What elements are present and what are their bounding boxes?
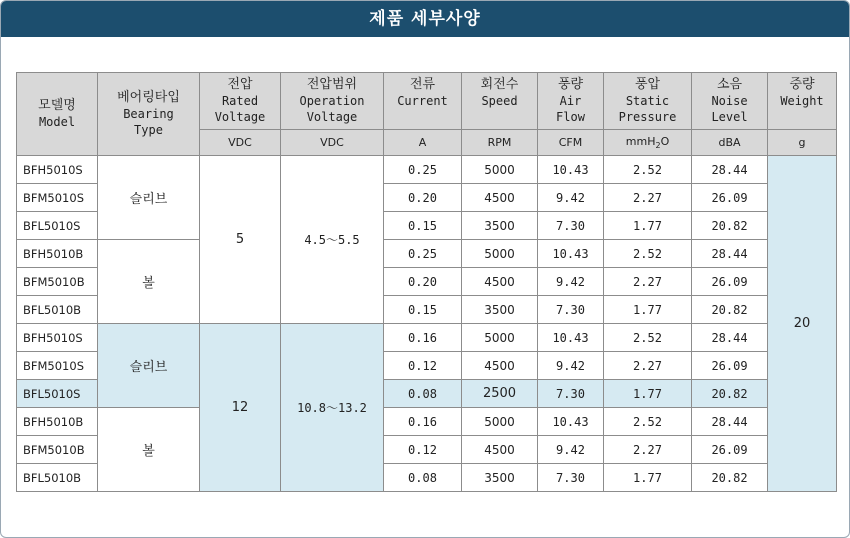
noise-cell: 20.82 (692, 380, 768, 408)
current-cell: 0.20 (384, 268, 462, 296)
noise-cell: 20.82 (692, 296, 768, 324)
header-rated-voltage (200, 73, 281, 130)
header-bearing (98, 73, 200, 156)
unit-pressure (604, 130, 692, 156)
unit-rated-voltage: VDC (200, 130, 281, 156)
speed-cell: 2500 (462, 380, 538, 408)
air-flow-cell: 10.43 (538, 324, 604, 352)
model-cell: BFM5010B (17, 436, 98, 464)
header-rated-voltage-en-2: Voltage (214, 110, 266, 124)
speed-cell: 5000 (462, 324, 538, 352)
model-cell: BFH5010S (17, 156, 98, 184)
noise-cell: 20.82 (692, 212, 768, 240)
header-speed-kr: 회전수 (480, 77, 519, 92)
model-cell: BFL5010S (17, 212, 98, 240)
header-noise-en-2: Level (711, 110, 748, 124)
current-cell: 0.12 (384, 352, 462, 380)
unit-pressure-base: mmH (625, 134, 656, 148)
header-pressure-en-2: Pressure (618, 110, 677, 124)
current-cell: 0.15 (384, 296, 462, 324)
header-air-flow-kr: 풍량 (557, 77, 584, 92)
noise-cell: 26.09 (692, 436, 768, 464)
unit-pressure-tail: O (660, 134, 670, 148)
header-operation-voltage-en-1: Operation (299, 94, 365, 108)
air-flow-cell: 9.42 (538, 436, 604, 464)
model-cell: BFL5010B (17, 464, 98, 492)
noise-cell: 26.09 (692, 184, 768, 212)
air-flow-cell: 7.30 (538, 212, 604, 240)
pressure-cell: 2.27 (604, 268, 692, 296)
header-pressure-kr: 풍압 (634, 77, 661, 92)
current-cell: 0.08 (384, 464, 462, 492)
header-row (17, 73, 837, 130)
speed-cell: 5000 (462, 240, 538, 268)
noise-cell: 28.44 (692, 156, 768, 184)
header-model (17, 73, 98, 156)
pressure-cell: 2.27 (604, 184, 692, 212)
model-cell: BFL5010B (17, 296, 98, 324)
header-weight-kr: 중량 (789, 77, 815, 92)
unit-air-flow: CFM (538, 130, 604, 156)
speed-cell: 4500 (462, 352, 538, 380)
pressure-cell: 2.27 (604, 436, 692, 464)
header-rated-voltage-kr: 전압 (227, 77, 253, 92)
header-bearing-kr: 베어링타입 (117, 90, 180, 105)
page-title: 제품 세부사양 (1, 1, 849, 37)
speed-cell: 4500 (462, 436, 538, 464)
current-cell: 0.16 (384, 408, 462, 436)
spec-table (16, 72, 837, 492)
rated-voltage-cell: 12 (200, 324, 281, 492)
header-pressure-en-1: Static (625, 94, 670, 108)
pressure-cell: 2.52 (604, 408, 692, 436)
unit-operation-voltage: VDC (281, 130, 384, 156)
header-speed-en: Speed (481, 94, 518, 108)
model-cell: BFM5010S (17, 184, 98, 212)
noise-cell: 28.44 (692, 240, 768, 268)
current-cell: 0.20 (384, 184, 462, 212)
header-air-flow-en-2: Flow (556, 110, 585, 124)
table-row (17, 240, 837, 268)
noise-cell: 20.82 (692, 464, 768, 492)
header-noise-en-1: Noise (711, 94, 748, 108)
air-flow-cell: 10.43 (538, 156, 604, 184)
unit-noise: dBA (692, 130, 768, 156)
header-air-flow (538, 73, 604, 130)
bearing-cell: 슬리브 (98, 324, 200, 408)
bearing-cell: 볼 (98, 408, 200, 492)
model-cell: BFH5010B (17, 240, 98, 268)
current-cell: 0.25 (384, 240, 462, 268)
air-flow-cell: 7.30 (538, 380, 604, 408)
header-pressure (604, 73, 692, 130)
unit-current: A (384, 130, 462, 156)
air-flow-cell: 9.42 (538, 184, 604, 212)
model-cell: BFH5010S (17, 324, 98, 352)
header-noise-kr: 소음 (716, 77, 743, 92)
current-cell: 0.15 (384, 212, 462, 240)
table-row (17, 408, 837, 436)
header-operation-voltage-kr: 전압범위 (306, 77, 358, 92)
header-weight (768, 73, 837, 130)
noise-cell: 28.44 (692, 324, 768, 352)
pressure-cell: 2.52 (604, 324, 692, 352)
model-cell: BFM5010B (17, 268, 98, 296)
speed-cell: 3500 (462, 464, 538, 492)
pressure-cell: 1.77 (604, 380, 692, 408)
pressure-cell: 2.27 (604, 352, 692, 380)
air-flow-cell: 7.30 (538, 464, 604, 492)
noise-cell: 28.44 (692, 408, 768, 436)
pressure-cell: 2.52 (604, 156, 692, 184)
header-operation-voltage (281, 73, 384, 130)
bearing-cell: 슬리브 (98, 156, 200, 240)
unit-pressure-sub: 2 (655, 141, 661, 151)
speed-cell: 5000 (462, 408, 538, 436)
operation-voltage-cell: 10.8～13.2 (281, 324, 384, 492)
air-flow-cell: 10.43 (538, 240, 604, 268)
header-operation-voltage-en-2: Voltage (306, 110, 358, 124)
model-cell: BFL5010S (17, 380, 98, 408)
pressure-cell: 2.52 (604, 240, 692, 268)
weight-cell: 20 (768, 156, 837, 492)
pressure-cell: 1.77 (604, 464, 692, 492)
current-cell: 0.25 (384, 156, 462, 184)
speed-cell: 5000 (462, 156, 538, 184)
rated-voltage-cell: 5 (200, 156, 281, 324)
current-cell: 0.08 (384, 380, 462, 408)
current-cell: 0.12 (384, 436, 462, 464)
header-bearing-en-1: Bearing (123, 107, 174, 121)
header-air-flow-en-1: Air (559, 94, 582, 108)
speed-cell: 4500 (462, 184, 538, 212)
current-cell: 0.16 (384, 324, 462, 352)
table-row (17, 324, 837, 352)
header-current-en: Current (397, 94, 448, 108)
speed-cell: 3500 (462, 212, 538, 240)
air-flow-cell: 9.42 (538, 268, 604, 296)
model-cell: BFM5010S (17, 352, 98, 380)
header-speed (462, 73, 538, 130)
noise-cell: 26.09 (692, 352, 768, 380)
air-flow-cell: 10.43 (538, 408, 604, 436)
model-cell: BFH5010B (17, 408, 98, 436)
pressure-cell: 1.77 (604, 296, 692, 324)
header-model-en: Model (38, 115, 76, 129)
air-flow-cell: 9.42 (538, 352, 604, 380)
header-noise (692, 73, 768, 130)
noise-cell: 26.09 (692, 268, 768, 296)
unit-speed: RPM (462, 130, 538, 156)
header-bearing-en-2: Type (134, 123, 163, 137)
header-weight-en: Weight (780, 94, 824, 108)
speed-cell: 4500 (462, 268, 538, 296)
speed-cell: 3500 (462, 296, 538, 324)
pressure-cell: 1.77 (604, 212, 692, 240)
bearing-cell: 볼 (98, 240, 200, 324)
unit-weight: g (768, 130, 837, 156)
table-row (17, 156, 837, 184)
header-model-kr: 모델명 (38, 98, 76, 113)
header-current (384, 73, 462, 130)
air-flow-cell: 7.30 (538, 296, 604, 324)
header-rated-voltage-en-1: Rated (221, 94, 259, 108)
operation-voltage-cell: 4.5～5.5 (281, 156, 384, 324)
header-current-kr: 전류 (409, 77, 436, 92)
